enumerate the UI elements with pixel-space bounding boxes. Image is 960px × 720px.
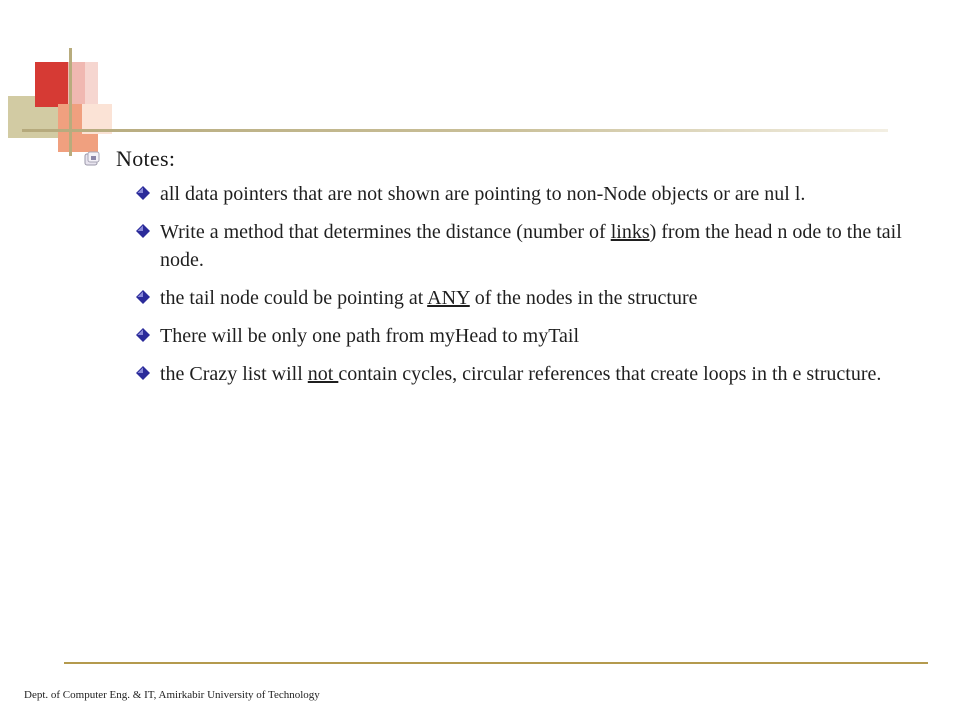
decor-pink-block [68, 62, 98, 107]
bullet-item [136, 360, 926, 388]
underlined-word: links [610, 221, 650, 243]
bullet-text-part: the Crazy list will [160, 363, 308, 385]
bullet-text-part: contain cycles, circular references that create loops in th e structure. [338, 363, 882, 385]
diamond-bullet-icon [136, 186, 150, 200]
diamond-bullet-icon [136, 328, 150, 342]
bullet-item [136, 322, 926, 350]
title-rule [22, 129, 888, 132]
bullet-text-part: There will be only one path from myHead to myTail [160, 325, 580, 347]
bullet-text [160, 180, 920, 208]
title-row [84, 146, 175, 172]
bullet-text-part: of the nodes in the structure [469, 287, 698, 309]
bullet-text-part: Write a method that determines the distance (number of [160, 221, 611, 243]
bullet-text-part: the tail node could be pointing at [160, 287, 428, 309]
slide-bullet-icon [84, 151, 100, 167]
bullet-item [136, 284, 926, 312]
diamond-bullet-icon [136, 366, 150, 380]
footer-rule [64, 662, 928, 664]
bullet-item [136, 180, 926, 208]
bullet-text [160, 284, 920, 312]
diamond-bullet-icon [136, 224, 150, 238]
bullet-list [136, 180, 926, 398]
diamond-bullet-icon [136, 290, 150, 304]
bullet-text [160, 218, 920, 274]
bullet-item [136, 218, 926, 274]
slide-title: Notes: [116, 146, 176, 171]
bullet-text-part: all data pointers that are not shown are pointing to non-Node objects or are nul l. [160, 183, 806, 205]
bullet-text [160, 360, 920, 388]
bullet-text [160, 322, 920, 350]
underlined-word: ANY [427, 287, 470, 309]
decor-vertical-rule [69, 48, 72, 156]
underlined-word: not [307, 363, 339, 385]
footer-text: Dept. of Computer Eng. & IT, Amirkabir University of Technology [24, 689, 320, 701]
bullet-text-part: ) from the head n ode to the tail node. [160, 221, 902, 271]
